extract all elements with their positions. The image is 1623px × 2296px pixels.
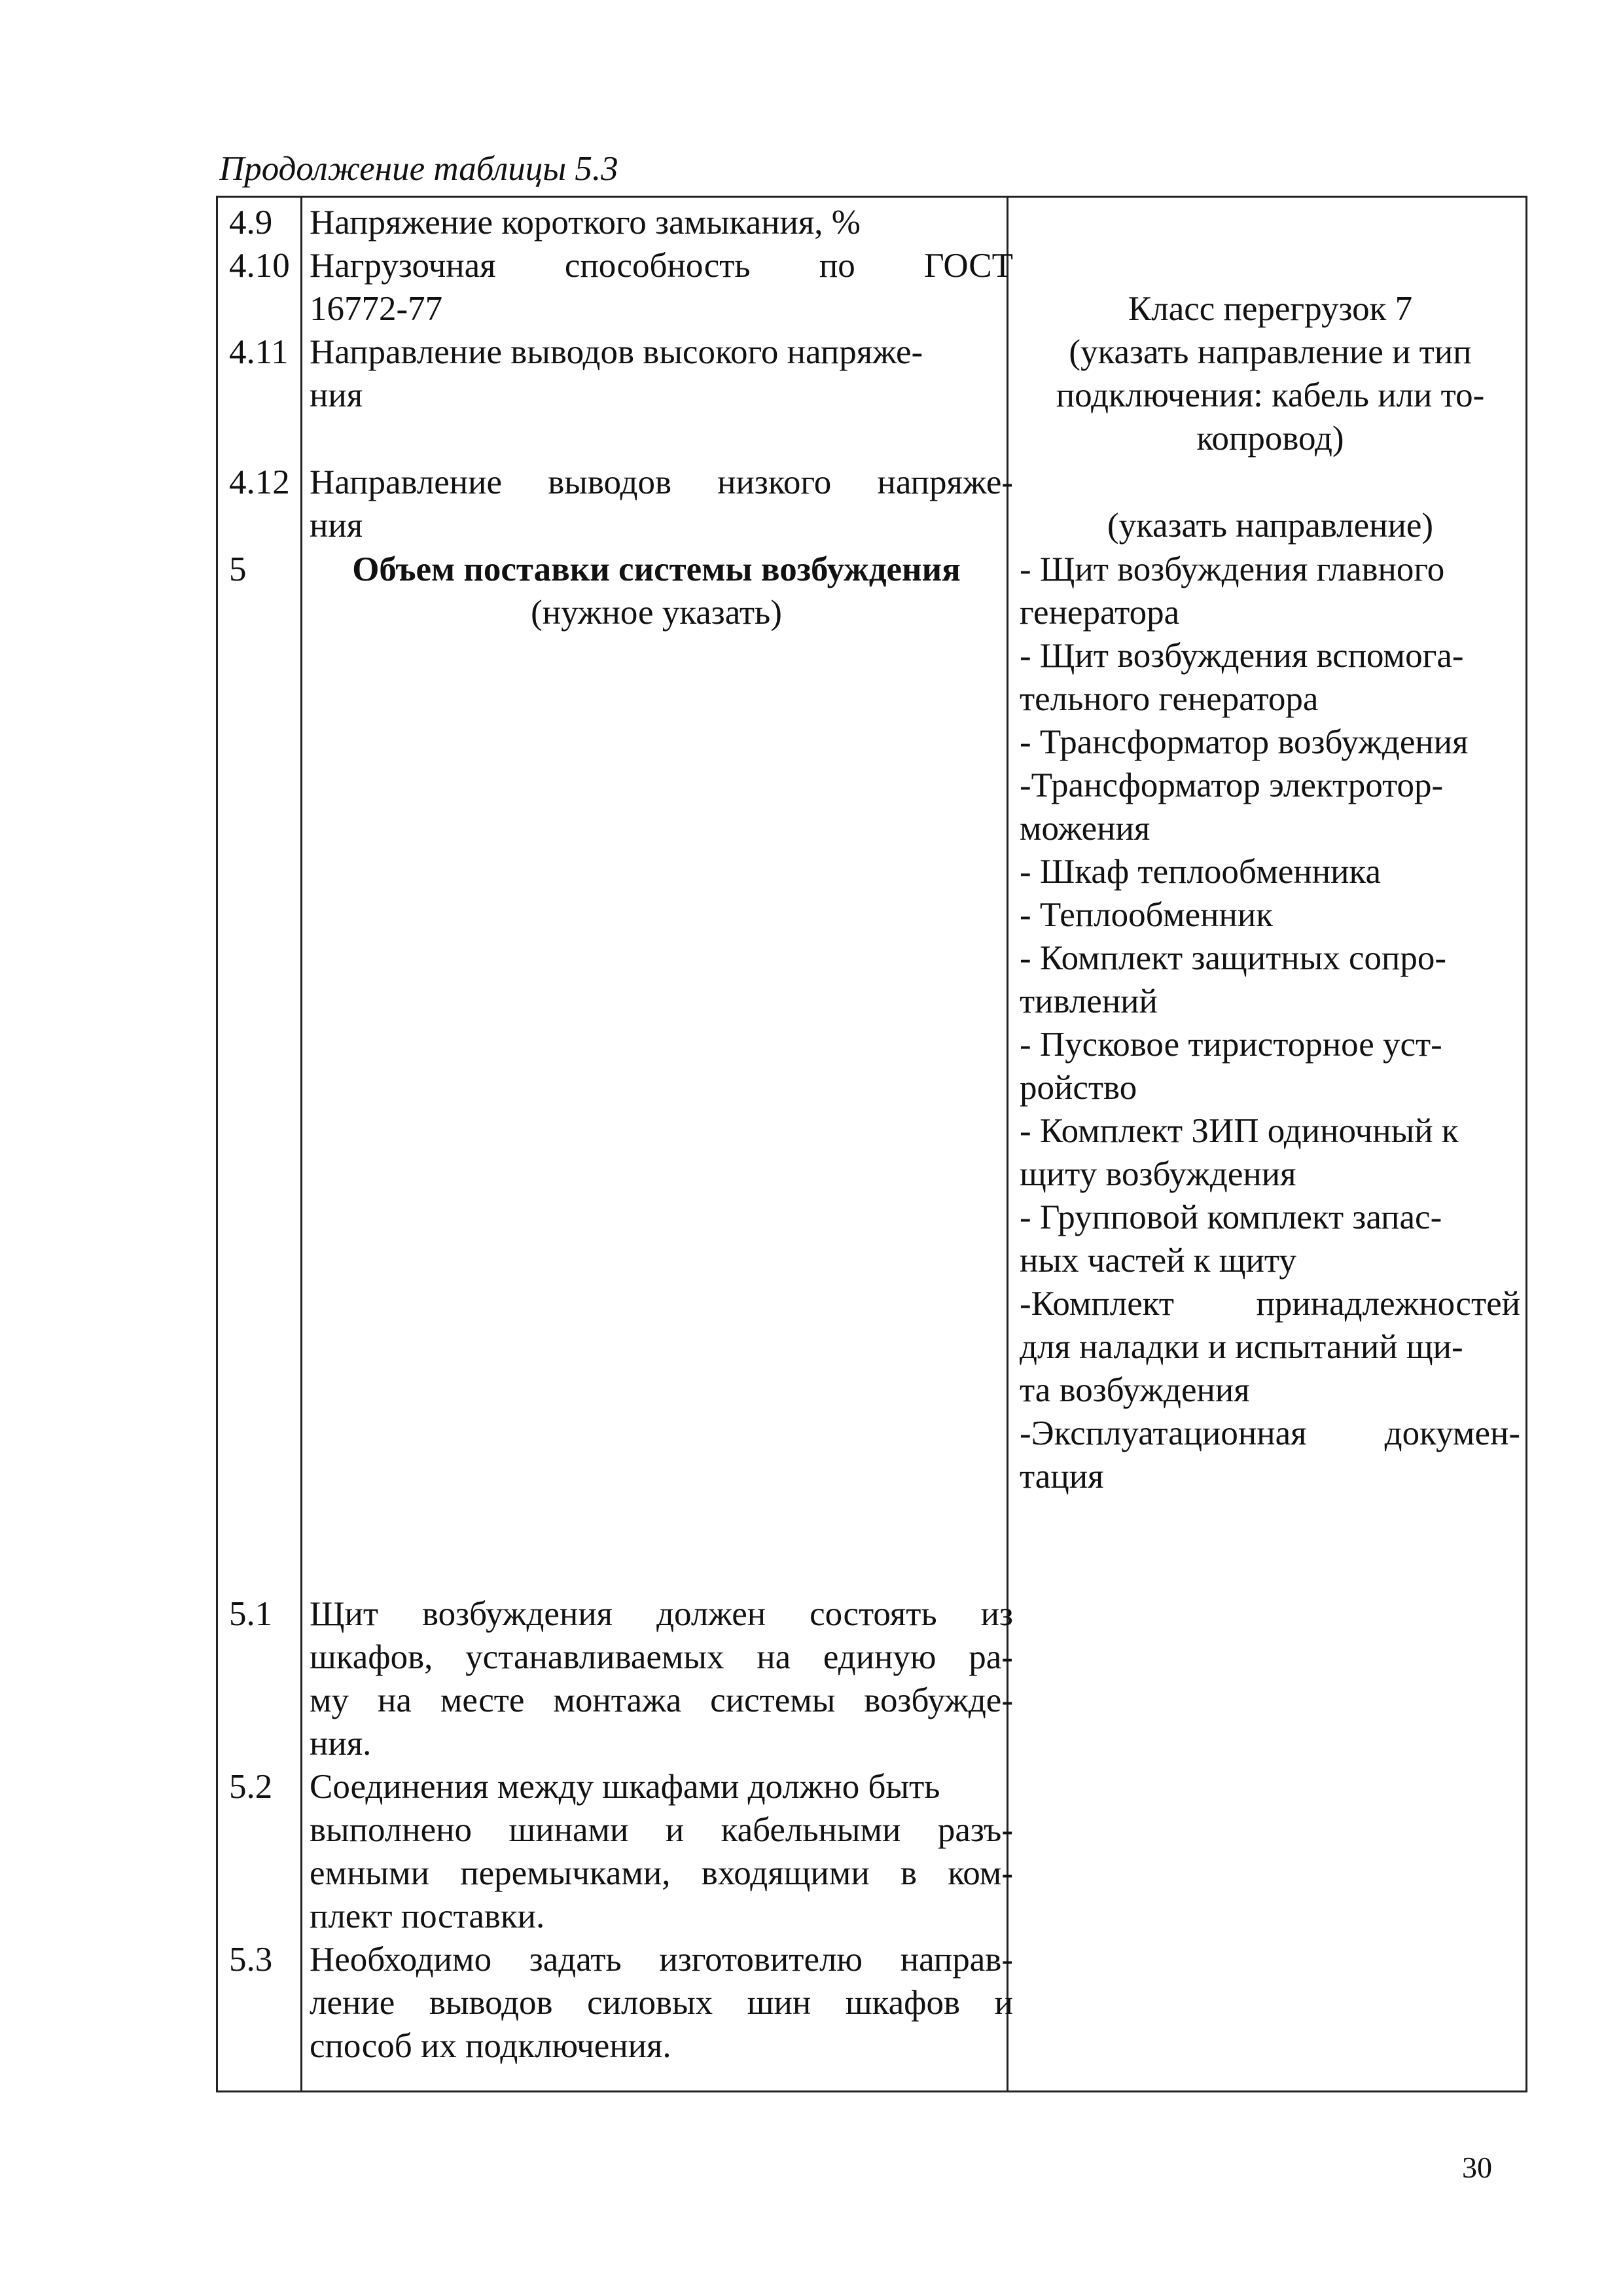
specification-table bbox=[216, 196, 1527, 2092]
row-number: 4.9 bbox=[229, 204, 273, 242]
table-caption: Продолжение таблицы 5.3 bbox=[219, 150, 618, 188]
supply-item-line: ройство bbox=[1020, 1069, 1137, 1107]
row-number: 5.2 bbox=[229, 1768, 273, 1806]
row-number: 5.1 bbox=[229, 1595, 273, 1633]
row-text-line: му на месте монтажа системы возбужде- bbox=[310, 1681, 1013, 1719]
row-text-line: емными перемычками, входящими в ком- bbox=[310, 1854, 1013, 1892]
row-text-line: Необходимо задать изготовителю направ- bbox=[310, 1941, 1013, 1979]
row-text-line: выполнено шинами и кабельными разъ- bbox=[310, 1811, 1013, 1849]
supply-item-line: тивлений bbox=[1020, 982, 1158, 1020]
supply-item-line: -Комплект принадлежностей bbox=[1020, 1285, 1520, 1323]
row-text-line: плект поставки. bbox=[310, 1897, 545, 1935]
row-text-line: способ их подключения. bbox=[310, 2027, 671, 2065]
row-text-line: ление выводов силовых шин шкафов и bbox=[310, 1984, 1013, 2022]
hv-note-line: подключения: кабель или то- bbox=[1056, 376, 1485, 414]
supply-item-line: щиту возбуждения bbox=[1020, 1155, 1296, 1193]
hv-note-line: копровод) bbox=[1196, 420, 1344, 457]
supply-item-line: - Щит возбуждения главного bbox=[1020, 550, 1445, 588]
supply-item-line: -Трансформатор электротор- bbox=[1020, 766, 1444, 804]
supply-item-line: ных частей к щиту bbox=[1020, 1242, 1296, 1280]
section-note: (нужное указать) bbox=[531, 594, 782, 632]
supply-item-line: можения bbox=[1020, 810, 1150, 848]
supply-item-line: - Трансформатор возбуждения bbox=[1020, 723, 1469, 761]
row-text-line: ния. bbox=[310, 1725, 372, 1763]
supply-item-line: -Эксплуатационная докумен- bbox=[1020, 1414, 1520, 1452]
supply-item-line: - Комплект ЗИП одиночный к bbox=[1020, 1112, 1459, 1150]
column-divider-1 bbox=[300, 198, 302, 2090]
row-text-line: ния bbox=[310, 376, 363, 414]
row-text-line: ния bbox=[310, 507, 363, 545]
supply-item-line: - Групповой комплект запас- bbox=[1020, 1198, 1442, 1236]
row-number: 5.3 bbox=[229, 1941, 273, 1979]
supply-item-line: - Пусковое тиристорное уст- bbox=[1020, 1026, 1442, 1064]
row-number: 5 bbox=[229, 550, 247, 588]
row-number: 4.12 bbox=[229, 463, 290, 501]
row-text: Напряжение короткого замыкания, % bbox=[310, 204, 861, 242]
overload-class: Класс перегрузок 7 bbox=[1128, 290, 1413, 328]
row-number: 4.10 bbox=[229, 247, 290, 285]
hv-note-line: (указать направление и тип bbox=[1069, 333, 1472, 371]
supply-item-line: - Теплообменник bbox=[1020, 896, 1273, 934]
row-text-line: Направление выводов высокого напряже- bbox=[310, 333, 923, 371]
supply-item-line: - Щит возбуждения вспомога- bbox=[1020, 637, 1464, 675]
row-text-line: шкафов, устанавливаемых на единую ра- bbox=[310, 1638, 1013, 1676]
row-text-line: Соединения между шкафами должно быть bbox=[310, 1768, 940, 1806]
supply-item-line: для наладки и испытаний щи- bbox=[1020, 1328, 1463, 1366]
row-text-line: Нагрузочная способность по ГОСТ bbox=[310, 247, 1013, 285]
row-text-line: Направление выводов низкого напряже- bbox=[310, 463, 1013, 501]
supply-item-line: та возбуждения bbox=[1020, 1371, 1250, 1409]
row-text-line: 16772-77 bbox=[310, 290, 443, 328]
lv-note: (указать направление) bbox=[1107, 507, 1434, 545]
supply-item-line: генератора bbox=[1020, 594, 1180, 632]
row-text-line: Щит возбуждения должен состоять из bbox=[310, 1595, 1013, 1633]
supply-item-line: тация bbox=[1020, 1458, 1104, 1496]
row-number: 4.11 bbox=[229, 333, 289, 371]
supply-item-line: - Комплект защитных сопро- bbox=[1020, 939, 1446, 977]
page-number: 30 bbox=[1462, 2151, 1492, 2184]
supply-item-line: - Шкаф теплообменника bbox=[1020, 853, 1381, 891]
section-title: Объем поставки системы возбуждения bbox=[352, 550, 961, 588]
supply-item-line: тельного генератора bbox=[1020, 680, 1319, 718]
